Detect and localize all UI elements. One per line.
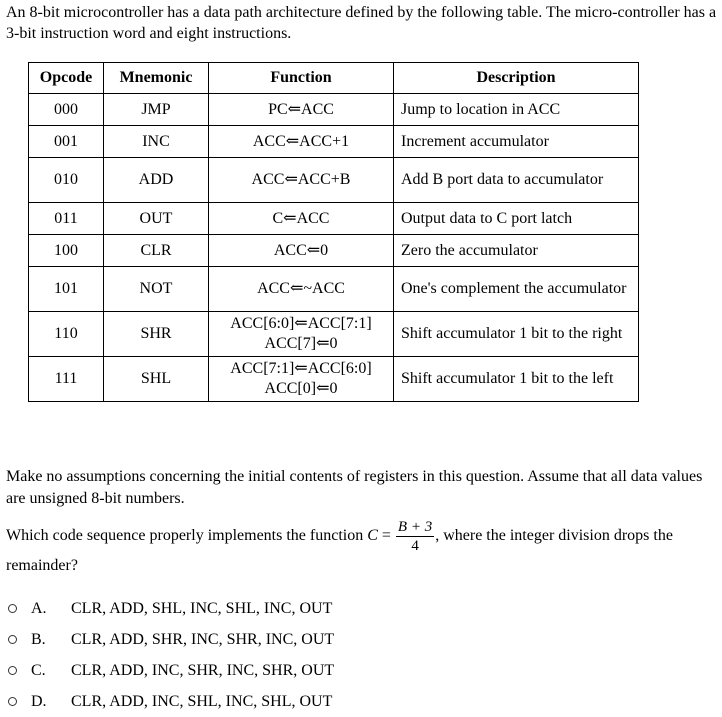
table-row [29,357,639,402]
function-line: ACC[7:1]⇐ACC[6:0] [230,360,372,377]
function-line: C⇐ACC [272,209,330,227]
cell-mnemonic: JMP [104,94,209,126]
assumption-paragraph: Make no assumptions concerning the initial contents of registers in this question. Assume that all data values are unsigned 8-bit numbers. [6,468,703,507]
radio-icon[interactable] [8,697,17,706]
option-text: CLR, ADD, INC, SHL, INC, SHL, OUT [71,692,333,710]
option-d[interactable] [6,686,334,717]
table-row [29,267,639,312]
cell-opcode: 000 [29,94,104,126]
function-line: ACC⇐ACC+B [251,171,351,188]
radio-icon[interactable] [8,635,17,644]
option-b[interactable] [6,624,334,655]
function-line: ACC⇐0 [273,241,329,259]
function-line: ACC[7]⇐0 [264,335,338,352]
function-line: ACC[6:0]⇐ACC[7:1] [230,315,372,332]
question-equals: = [377,527,395,545]
cell-description: Zero the accumulator [394,235,639,267]
option-text: CLR, ADD, INC, SHR, INC, SHR, OUT [71,661,335,679]
cell-opcode: 111 [29,357,104,402]
cell-description: Shift accumulator 1 bit to the right [394,312,639,357]
cell-function [209,312,394,357]
radio-icon[interactable] [8,666,17,675]
table-row [29,235,639,267]
fraction-denominator: 4 [411,538,419,554]
header-mnemonic: Mnemonic [104,63,209,94]
header-opcode: Opcode [29,63,104,94]
cell-mnemonic: INC [104,126,209,158]
function-line: ACC⇐ACC+1 [252,132,350,150]
cell-description: Add B port data to accumulator [394,158,639,203]
cell-mnemonic: NOT [104,267,209,312]
cell-mnemonic: OUT [104,203,209,235]
header-function: Function [209,63,394,94]
function-line: ACC[0]⇐0 [264,380,338,397]
function-line: PC⇐ACC [268,100,334,118]
option-letter: B. [31,630,46,648]
table-row [29,158,639,203]
cell-description: Jump to location in ACC [394,94,639,126]
fraction-numerator: B + 3 [397,519,433,535]
radio-icon[interactable] [8,604,17,613]
intro-paragraph: An 8-bit microcontroller has a data path architecture defined by the following table. The micro-controller has a 3-bit instruction word and eight instructions. [6,4,717,42]
question-text-after: , where the integer division drops the remainder? [6,527,673,574]
table-row [29,126,639,158]
question-paragraph [6,518,720,577]
table-row [29,94,639,126]
cell-description: Increment accumulator [394,126,639,158]
cell-function [209,94,394,126]
cell-function [209,203,394,235]
table-row [29,312,639,357]
table-row [29,203,639,235]
option-text: CLR, ADD, SHR, INC, SHR, INC, OUT [71,630,335,648]
option-letter: C. [31,661,46,679]
option-c[interactable] [6,655,334,686]
table-header-row [29,63,639,94]
cell-function [209,357,394,402]
answer-options [6,593,334,717]
cell-mnemonic: SHL [104,357,209,402]
cell-opcode: 101 [29,267,104,312]
cell-opcode: 001 [29,126,104,158]
option-a[interactable] [6,593,334,624]
cell-opcode: 011 [29,203,104,235]
cell-mnemonic: ADD [104,158,209,203]
cell-mnemonic: CLR [104,235,209,267]
cell-opcode: 010 [29,158,104,203]
option-letter: A. [31,599,47,617]
option-text: CLR, ADD, SHL, INC, SHL, INC, OUT [71,599,333,617]
cell-function [209,235,394,267]
instruction-table [28,62,639,402]
cell-function [209,267,394,312]
cell-mnemonic: SHR [104,312,209,357]
question-variable: C [367,527,378,545]
question-text-before: Which code sequence properly implements the function [6,527,368,545]
cell-description: One's complement the accumulator [394,267,639,312]
cell-function [209,126,394,158]
fraction [396,518,434,555]
function-line: ACC⇐~ACC [257,280,345,297]
cell-description: Output data to C port latch [394,203,639,235]
cell-function [209,158,394,203]
header-description: Description [394,63,639,94]
cell-opcode: 100 [29,235,104,267]
option-letter: D. [31,692,47,710]
cell-opcode: 110 [29,312,104,357]
cell-description: Shift accumulator 1 bit to the left [394,357,639,402]
